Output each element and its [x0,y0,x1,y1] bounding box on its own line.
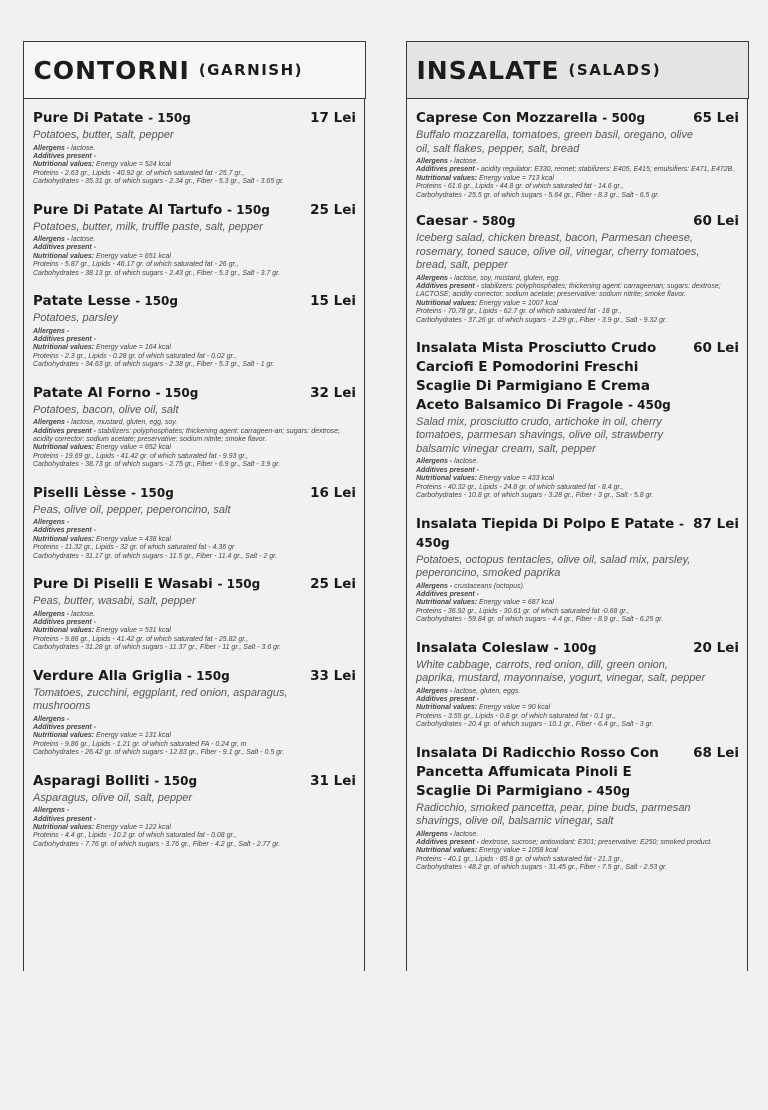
item-header [33,384,356,403]
item-price: 25 Lei [310,201,356,218]
menu-item [416,109,739,200]
nutrition-text: Nutritional values: Energy value = 438 kcal [33,535,171,543]
item-price: 17 Lei [310,110,356,126]
carbs-text: Carbohydrates - 7.76 gr. of which sugars - 3.76 gr., Fiber - 4.2 gr., Salt - 2.77 gr. [33,840,281,848]
item-info [33,328,356,370]
nutrition-text: Nutritional values: Energy value = 433 kcal [416,475,554,483]
item-info [416,158,739,200]
item-name [416,109,645,128]
item-title: Insalata Di Radicchio Rosso Con Pancetta Affumicata Pinoli E Scaglie Di Parmigiano [416,744,659,799]
allergens-text: Allergens - lactose. [33,610,96,618]
item-price: 68 Lei [693,744,739,761]
item-description: Potatoes, butter, salt, pepper [33,129,174,141]
carbs-text: Carbohydrates - 10.8 gr. of which sugars - 3.28 gr., Fiber - 3 gr., Salt - 5.8 gr. [416,492,654,500]
allergens-text: Allergens - [33,715,70,723]
item-description: Potatoes, octopus tentacles, olive oil, salad mix, parsley, peperoncino, smoked paprika [416,553,691,579]
additives-text: Additives present - [33,618,97,626]
allergens-text: Allergens - lactose. [416,458,479,466]
proteins-text: Proteins - 40.1 gr., Lipids - 85.8 gr. of which saturated fat - 21.3 gr., [416,855,624,863]
item-description: Salad mix, prosciutto crudo, artichoke in oil, cherry tomatoes, parmesan shavings, olive oil, strawberry balsamic vinegar cream, salt, pepper [416,415,663,455]
item-title: Verdure Alla Griglia [33,667,183,684]
proteins-text: Proteins - 11.32 gr., Lipids - 32 gr. of which saturated fat - 4.36 gr [33,544,235,552]
item-title: Caesar [416,213,468,230]
item-price: 31 Lei [310,772,356,789]
item-info [33,807,356,849]
nutrition-text: Nutritional values: Energy value = 122 kcal [33,823,171,831]
item-title: Pure Di Patate Al Tartufo [33,201,223,218]
item-price: 16 Lei [310,484,356,501]
carbs-text: Carbohydrates - 38.73 gr. of which sugars - 2.75 gr., Fiber - 6.9 gr., Salt - 3.9 gr. [33,461,281,469]
additives-text: Additives present - [416,695,480,703]
item-description: Peas, olive oil, pepper, peperoncino, salt [33,503,231,516]
section-header [406,41,749,99]
menu-item [416,744,739,873]
section-subtitle: (SALADS) [568,61,662,79]
item-price: 87 Lei [693,515,739,532]
allergens-text: Allergens - lactose, soy, mustard, gluten, egg. [416,274,561,282]
item-weight: - 150g [227,202,270,217]
garnish-section [23,41,365,971]
proteins-text: Proteins - 19.69 gr., Lipids - 41.42 gr. of which saturated fat - 9.93 gr., [33,452,249,460]
carbs-text: Carbohydrates - 34.63 gr. of which sugars - 2.38 gr., Fiber - 5.3 gr., Salt - 1 gr. [33,361,275,369]
additives-text: Additives present - stabilizers: polyphosphates; thickening agent: carrageenan; sugars: dextrose; LACTOSE; acidity corrector: sodium acetate; preservative: sodium nitrite; smoke flavor. [416,282,721,299]
item-price: 60 Lei [693,339,739,356]
allergens-text: Allergens - crustaceans (octopus). [416,582,525,590]
item-info [33,611,356,653]
item-description: White cabbage, carrots, red onion, dill, green onion, paprika, mustard, mayonnaise, yogurt, vinegar, salt, pepper [416,658,706,685]
item-title: Insalata Mista Prosciutto Crudo Carciofi E Pomodorini Freschi Scaglie Di Parmigiano E Crema Aceto Balsamico Di Fragole [416,339,657,413]
menu-item [33,384,356,470]
allergens-text: Allergens - lactose, mustard, gluten, egg, soy. [33,419,178,427]
item-name [416,515,686,553]
item-header [416,744,739,801]
item-weight: - 580g [472,214,516,229]
item-header [416,515,739,553]
allergens-text: Allergens - lactose. [33,236,96,244]
carbs-text: Carbohydrates - 31.17 gr. of which sugars - 11.5 gr., Fiber - 11.4 gr., Salt - 2 gr. [33,552,278,560]
menu-item [416,339,739,501]
proteins-text: Proteins - 3.55 gr., Lipids - 0.8 gr. of which saturated fat - 0.1 gr., [416,712,616,720]
menu-item [33,667,356,758]
item-name [33,772,197,791]
item-header [33,484,356,503]
carbs-text: Carbohydrates - 20.4 gr. of which sugars - 10.1 gr., Fiber - 6.4 gr., Salt - 3 gr. [416,721,654,729]
nutrition-text: Nutritional values: Energy value = 524 kcal [33,161,171,169]
nutrition-text: Nutritional values: Energy value = 164 kcal [33,344,171,352]
proteins-text: Proteins - 40.32 gr., Lipids - 24.8 gr. of which saturated fat - 8.4 gr., [416,483,624,491]
item-header [416,212,739,231]
allergens-text: Allergens - [33,519,70,527]
additives-text: Additives present - [33,152,97,160]
menu-item [33,772,356,850]
allergens-text: Allergens - lactose. [33,144,96,152]
item-description: Buffalo mozzarella, tomatoes, green basil, oregano, olive oil, salt flakes, pepper, salt, bread [416,129,693,155]
menu-items [24,99,364,849]
item-header [33,109,356,128]
item-weight: - 100g [553,640,597,655]
item-name [33,667,230,686]
item-title: Patate Lesse [33,293,131,310]
nutrition-text: Nutritional values: Energy value = 90 kcal [416,704,551,712]
nutrition-text: Nutritional values: Energy value = 1058 kcal [416,847,558,855]
item-price: 20 Lei [693,639,739,656]
item-price: 65 Lei [693,110,739,126]
nutrition-text: Nutritional values: Energy value = 713 kcal [416,174,554,182]
item-info [416,275,739,325]
item-header [33,201,356,220]
proteins-text: Proteins - 61.6 gr., Lipids - 44.8 gr. of which saturated fat - 14.6 gr., [416,183,624,191]
item-description: Peas, butter, wasabi, salt, pepper [33,595,196,608]
item-name [33,201,270,220]
item-info [33,145,356,187]
carbs-text: Carbohydrates - 25.5 gr. of which sugars - 5.64 gr., Fiber - 8.3 gr., Salt - 6.5 gr. [416,191,660,199]
item-info [33,519,356,561]
item-weight: - 150g [217,577,261,592]
item-description: Potatoes, parsley [33,312,118,325]
item-info [416,831,739,873]
item-header [33,575,356,594]
item-title: Insalata Coleslaw [416,639,549,656]
item-name [416,339,686,415]
item-info [33,236,356,278]
menu-item [33,292,356,370]
section-subtitle: (GARNISH) [198,61,303,79]
item-weight: - 150g [154,773,198,788]
item-title: Pure Di Patate [33,110,144,126]
salads-section [406,41,748,971]
item-info [416,583,739,625]
proteins-text: Proteins - 5.87 gr., Lipids - 46.17 gr. of which saturated fat - 26 gr., [33,261,239,269]
item-title: Piselli Lèsse [33,484,127,501]
additives-text: Additives present - acidity regulator: E330, rennet; stabilizers: E405, E415; emulsifiers: E471, E472B. [416,166,735,174]
nutrition-text: Nutritional values: Energy value = 652 kcal [33,444,171,452]
nutrition-text: Nutritional values: Energy value = 687 kcal [416,599,554,607]
item-header [416,109,739,128]
item-weight: - 150g [186,668,230,683]
item-title: Caprese Con Mozzarella [416,110,598,126]
item-weight: - 150g [130,485,174,500]
additives-text: Additives present - [33,815,97,823]
item-info [33,419,356,469]
item-title: Insalata Tiepida Di Polpo E Patate [416,515,675,532]
additives-text: Additives present - stabilizers: polyphosphates; thickening agent: carrageen-an; sugars: dextrose; acidity corrector: sodium acetate; preservative: sodium nitrite; smoke flavor. [33,427,340,443]
allergens-text: Allergens - lactose. [416,830,479,838]
carbs-text: Carbohydrates - 48.2 gr. of which sugars - 31.45 gr., Fiber - 7.5 gr., Salt - 2.53 gr. [416,864,668,872]
section-title: INSALATE [416,55,560,85]
proteins-text: Proteins - 2.63 gr., Lipids - 40.92 gr. of which saturated fat - 25.7 gr., [33,169,245,177]
item-title: Asparagi Bolliti [33,772,150,789]
carbs-text: Carbohydrates - 35.31 gr. of which sugars - 2.34 gr., Fiber - 5.3 gr., Salt - 3.65 gr. [33,178,285,186]
item-name [33,384,198,403]
proteins-text: Proteins - 9.86 gr., Lipids - 41.42 gr. of which saturated fat - 25.82 gr., [33,635,249,643]
item-name [33,484,174,503]
menu-item [33,109,356,187]
item-title: Patate Al Forno [33,384,151,401]
item-weight: - 150g [148,111,191,125]
proteins-text: Proteins - 2.3 gr., Lipids - 0.28 gr. of which saturated fat - 0.02 gr., [33,352,237,360]
item-weight: - 450g [627,397,671,412]
item-info [416,688,739,730]
item-description: Radicchio, smoked pancetta, pear, pine buds, parmesan shavings, olive oil, balsamic vinegar, salt [416,801,691,828]
item-price: 15 Lei [310,293,356,310]
additives-text: Additives present - [416,590,480,598]
carbs-text: Carbohydrates - 37.26 gr. of which sugars - 2.29 gr., Fiber - 3.9 gr., Salt - 9.32 gr. [416,316,668,324]
additives-text: Additives present - [416,466,480,474]
section-title: CONTORNI [33,55,190,85]
item-name [416,744,686,801]
nutrition-text: Nutritional values: Energy value = 131 kcal [33,732,171,740]
item-description: Asparagus, olive oil, salt, pepper [33,791,192,804]
proteins-text: Proteins - 9.86 gr., Lipids - 1.21 gr. of which saturated FA - 0.24 gr, m [33,740,247,748]
proteins-text: Proteins - 70.78 gr., Lipids - 62.7 gr. of which saturated fat - 18 gr., [416,308,622,316]
item-header [33,772,356,791]
menu-items [407,99,747,873]
item-weight: - 150g [135,294,178,309]
item-info [416,458,739,500]
allergens-text: Allergens - [33,807,70,815]
item-price: 33 Lei [310,667,356,684]
carbs-text: Carbohydrates - 59.84 gr. of which sugars - 4.4 gr., Fiber - 8.9 gr., Salt - 6.25 gr. [416,616,664,624]
item-price: 25 Lei [310,576,356,593]
allergens-text: Allergens - [33,327,70,335]
item-weight: - 450g [587,783,630,798]
item-name [33,575,260,594]
nutrition-text: Nutritional values: Energy value = 651 kcal [33,252,171,260]
menu-item [33,484,356,562]
item-price: 32 Lei [310,384,356,401]
item-description: Potatoes, bacon, olive oil, salt [33,403,179,416]
menu-item [33,201,356,279]
menu-item [416,212,739,325]
allergens-text: Allergens - lactose. [416,158,479,165]
item-info [33,716,356,758]
item-description: Tomatoes, zucchini, eggplant, red onion, asparagus, mushrooms [33,686,288,713]
additives-text: Additives present - [33,724,97,731]
item-price: 60 Lei [693,213,739,230]
menu-item [416,515,739,625]
menu-item [33,575,356,653]
additives-text: Additives present - [33,527,97,535]
item-header [416,639,739,658]
section-header [23,41,366,99]
carbs-text: Carbohydrates - 38.13 gr. of which sugars - 2.43 gr., Fiber - 5.3 gr., Salt - 3.7 gr. [33,269,281,277]
item-weight: - 500g [602,111,646,125]
proteins-text: Proteins - 4.4 gr., Lipids - 10.2 gr. of which saturated fat - 0.08 gr., [33,832,237,840]
item-title: Pure Di Piselli E Wasabi [33,576,213,593]
menu-item [416,639,739,730]
item-header [416,339,739,415]
additives-text: Additives present - [33,244,97,252]
carbs-text: Carbohydrates - 31.28 gr. of which sugars - 11.37 gr., Fiber - 11 gr., Salt - 3.6 gr. [33,644,282,652]
item-weight: - 150g [155,385,199,400]
item-name [416,639,597,658]
nutrition-text: Nutritional values: Energy value = 531 kcal [33,627,171,635]
item-name [33,292,178,311]
additives-text: Additives present - [33,335,97,343]
allergens-text: Allergens - lactose, gluten, eggs. [416,687,521,695]
carbs-text: Carbohydrates - 26.42 gr. of which sugars - 12.83 gr., Fiber - 9.1 gr., Salt - 0.5 gr. [33,749,285,757]
item-name [33,109,191,128]
additives-text: Additives present - dextrose, sucrose; antioxidant: E301; preservative: E250; smoked product. [416,838,713,846]
item-description: Iceberg salad, chicken breast, bacon, Parmesan cheese, rosemary, toned sauce, olive oil, vinegar, cherry tomatoes, bread, salt, pepper [416,232,700,272]
proteins-text: Proteins - 36.92 gr., Lipids - 30.61 gr. of which saturated fat -0.68 gr., [416,607,630,615]
item-weight: - 450g [416,516,684,550]
item-header [33,292,356,311]
item-description: Potatoes, butter, milk, truffle paste, salt, pepper [33,220,263,233]
nutrition-text: Nutritional values: Energy value = 1007 kcal [416,299,558,307]
item-header [33,667,356,686]
item-name [416,212,515,231]
